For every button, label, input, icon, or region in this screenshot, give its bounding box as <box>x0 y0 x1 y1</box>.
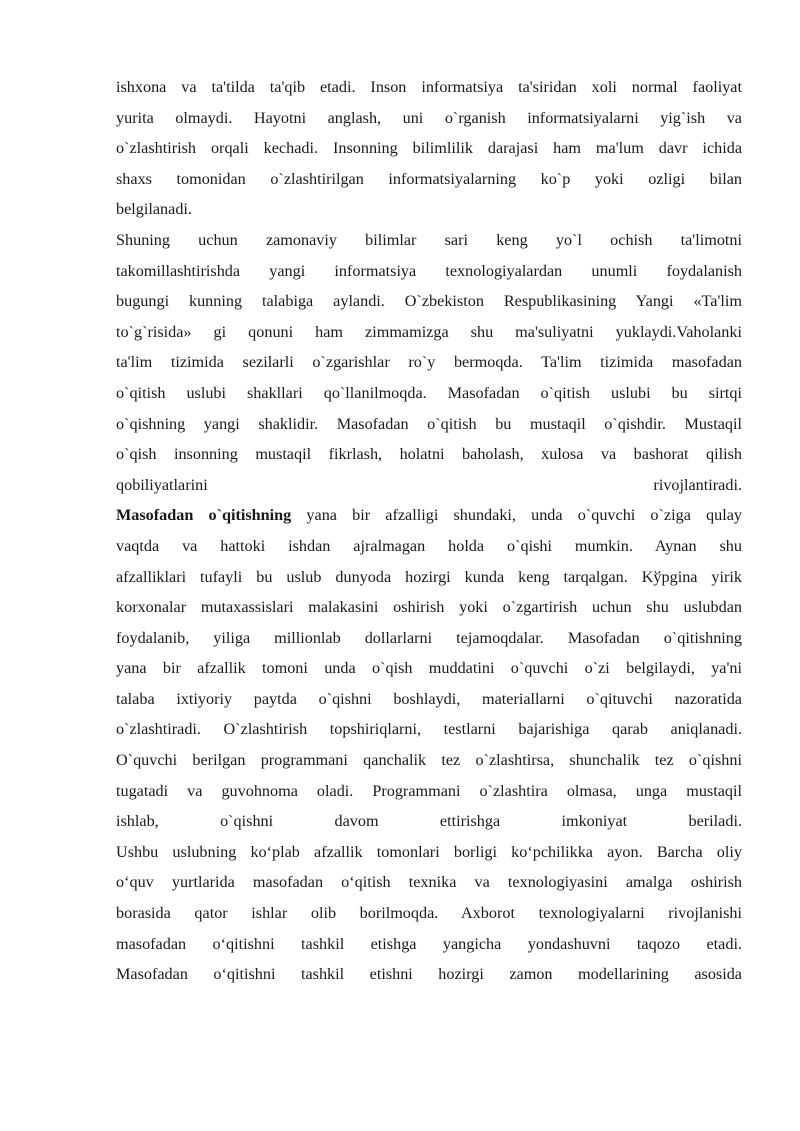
line-text: belgilanadi. <box>116 200 192 219</box>
text-line <box>116 500 742 531</box>
text-line <box>116 378 742 409</box>
text-line <box>116 194 742 225</box>
line-text: to`g`risida» gi qonuni ham zimmamizga shu ma'suliyatni yuklaydi.Vaholanki <box>116 322 742 341</box>
text-line <box>116 317 742 348</box>
line-text: O`quvchi berilgan programmani qanchalik tez o`zlashtirsa, shunchalik tez o`qishni <box>116 751 742 770</box>
line-text: borasida qator ishlar olib borilmoqda. Axborot texnologiyalarni rivojlanishi <box>116 904 742 923</box>
text-line <box>116 225 742 256</box>
line-text: vaqtda va hattoki ishdan ajralmagan holda o`qishi mumkin. Aynan shu <box>116 536 742 555</box>
line-text: ta'lim tizimida sezilarli o`zgarishlar ro`y bermoqda. Ta'lim tizimida masofadan <box>116 353 742 372</box>
text-line <box>116 867 742 898</box>
text-line <box>116 837 742 868</box>
text-line <box>116 623 742 654</box>
text-line <box>116 409 742 440</box>
line-text: o`zlashtiradi. O`zlashtirish topshiriqlarni, testlarni bajarishiga qarab aniqlanadi. <box>116 720 742 739</box>
text-line <box>116 347 742 378</box>
text-line <box>116 531 742 562</box>
text-line <box>116 562 742 593</box>
line-text: takomillashtirishda yangi informatsiya texnologiyalardan unumli foydalanish <box>116 261 742 280</box>
line-text: foydalanib, yiliga millionlab dollarlarni tejamoqdalar. Masofadan o`qitishning <box>116 628 742 647</box>
line-text: bugungi kunning talabiga aylandi. O`zbekiston Respublikasining Yangi «Ta'lim <box>116 292 742 311</box>
bold-phrase: Masofadan o`qitishning <box>116 506 292 525</box>
text-line <box>116 164 742 195</box>
line-text: tugatadi va guvohnoma oladi. Programmani o`zlashtira olmasa, unga mustaqil <box>116 781 742 800</box>
body-text <box>116 72 742 990</box>
text-line <box>116 592 742 623</box>
text-line <box>116 103 742 134</box>
line-text: korxonalar mutaxassislari malakasini oshirish yoki o`zgartirish uchun shu uslubdan <box>116 598 742 617</box>
text-line <box>116 806 742 837</box>
text-line <box>116 470 742 501</box>
line-text: yana bir afzalligi shundaki, unda o`quvchi o`ziga qulay <box>291 506 742 525</box>
line-text: ishxona va ta'tilda ta'qib etadi. Inson informatsiya ta'siridan xoli normal faoliyat <box>116 78 742 96</box>
text-line <box>116 72 742 103</box>
text-line <box>116 898 742 929</box>
text-line <box>116 745 742 776</box>
line-text: yana bir afzallik tomoni unda o`qish muddatini o`quvchi o`zi belgilaydi, ya'ni <box>116 659 742 678</box>
line-text: yurita olmaydi. Hayotni anglash, uni o`rganish informatsiyalarni yig`ish va <box>116 108 742 127</box>
line-text: afzalliklari tufayli bu uslub dunyoda hozirgi kunda keng tarqalgan. Kўpgina yirik <box>116 567 742 586</box>
line-text: shaxs tomonidan o`zlashtirilgan informatsiyalarning ko`p yoki ozligi bilan <box>116 169 742 188</box>
text-line <box>116 133 742 164</box>
text-line <box>116 439 742 470</box>
line-text: o‘quv yurtlarida masofadan o‘qitish texnika va texnologiyasini amalga oshirish <box>116 873 742 892</box>
text-line <box>116 714 742 745</box>
line-text: o`zlashtirish orqali kechadi. Insonning bilimlilik darajasi ham ma'lum davr ichida <box>116 139 742 158</box>
line-text: qobiliyatlarini rivojlantiradi. <box>116 475 742 494</box>
line-text: talaba ixtiyoriy paytda o`qishni boshlaydi, materiallarni o`qituvchi nazoratida <box>116 689 742 708</box>
line-text: Masofadan o‘qitishni tashkil etishni hozirgi zamon modellarining asosida <box>116 965 742 984</box>
line-text: masofadan o‘qitishni tashkil etishga yangicha yondashuvni taqozo etadi. <box>116 934 742 953</box>
line-text: o`qishning yangi shaklidir. Masofadan o`qitish bu mustaqil o`qishdir. Mustaqil <box>116 414 742 433</box>
text-line <box>116 256 742 287</box>
line-text: o`qish insonning mustaqil fikrlash, holatni baholash, xulosa va bashorat qilish <box>116 445 742 464</box>
line-text: ishlab, o`qishni davom ettirishga imkoniyat beriladi. <box>116 812 742 831</box>
text-line <box>116 929 742 960</box>
text-line <box>116 959 742 990</box>
text-line <box>116 653 742 684</box>
line-text: Shuning uchun zamonaviy bilimlar sari keng yo`l ochish ta'limotni <box>116 230 742 249</box>
text-line <box>116 776 742 807</box>
text-line <box>116 684 742 715</box>
text-line <box>116 286 742 317</box>
line-text: o`qitish uslubi shakllari qo`llanilmoqda. Masofadan o`qitish uslubi bu sirtqi <box>116 383 742 402</box>
line-text: Ushbu uslubning ko‘plab afzallik tomonlari borligi ko‘pchilikka ayon. Barcha oliy <box>116 842 742 861</box>
